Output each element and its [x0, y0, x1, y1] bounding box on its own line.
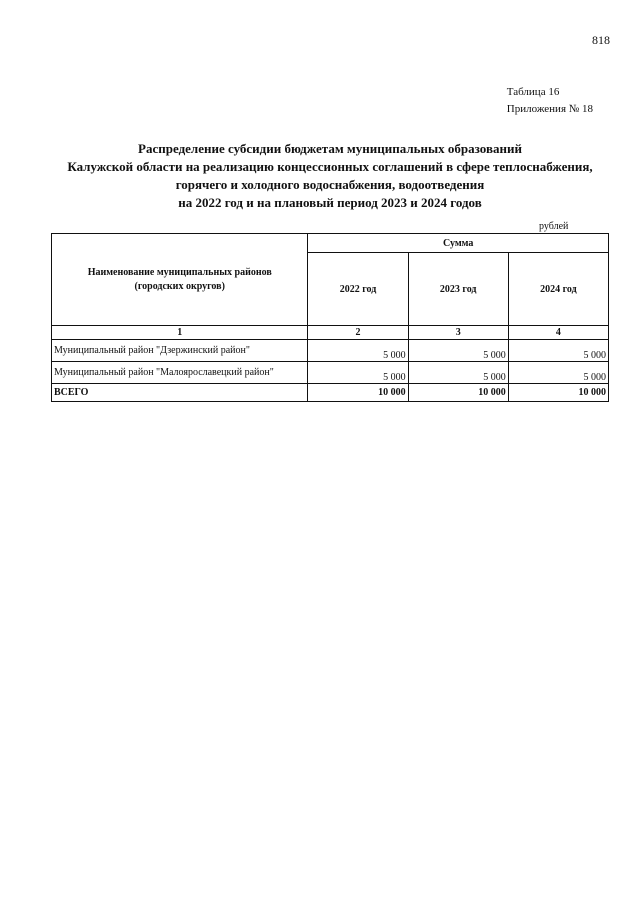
total-label: ВСЕГО [52, 384, 308, 402]
value-2024: 5 000 [508, 362, 608, 384]
document-title [40, 140, 620, 212]
index-row [52, 326, 609, 340]
total-2024: 10 000 [508, 384, 608, 402]
header-year-2022: 2022 год [308, 253, 408, 326]
index-cell: 1 [52, 326, 308, 340]
value-2024: 5 000 [508, 340, 608, 362]
header-name-line-1: Наименование муниципальных районов [87, 266, 272, 278]
title-line-2: Калужской области на реализацию концессионных соглашений в сфере теплоснабжения, [67, 159, 593, 174]
table-row [52, 340, 609, 362]
total-2022: 10 000 [308, 384, 408, 402]
value-2023: 5 000 [408, 362, 508, 384]
header-year-2023: 2023 год [408, 253, 508, 326]
title-line-1: Распределение субсидии бюджетам муниципальных образований [138, 141, 522, 156]
header-sum: Сумма [308, 234, 609, 253]
title-line-3: горячего и холодного водоснабжения, водоотведения [175, 177, 485, 192]
subsidy-table [51, 233, 609, 402]
table-reference [507, 84, 593, 118]
table-row [52, 362, 609, 384]
header-name [52, 234, 308, 326]
header-name-line-2: (городских округов) [134, 280, 225, 292]
unit-label: рублей [539, 221, 569, 232]
value-2023: 5 000 [408, 340, 508, 362]
district-name: Муниципальный район "Дзержинский район" [52, 340, 308, 362]
total-2023: 10 000 [408, 384, 508, 402]
index-cell: 2 [308, 326, 408, 340]
value-2022: 5 000 [308, 340, 408, 362]
index-cell: 3 [408, 326, 508, 340]
value-2022: 5 000 [308, 362, 408, 384]
header-year-2024: 2024 год [508, 253, 608, 326]
page-number: 818 [592, 33, 610, 47]
table-number: Таблица 16 [506, 86, 560, 98]
index-cell: 4 [508, 326, 608, 340]
title-line-4: на 2022 год и на плановый период 2023 и 2024 годов [178, 195, 482, 210]
appendix-number: Приложения № 18 [506, 103, 593, 115]
total-row [52, 384, 609, 402]
district-name: Муниципальный район "Малоярославецкий район" [52, 362, 308, 384]
